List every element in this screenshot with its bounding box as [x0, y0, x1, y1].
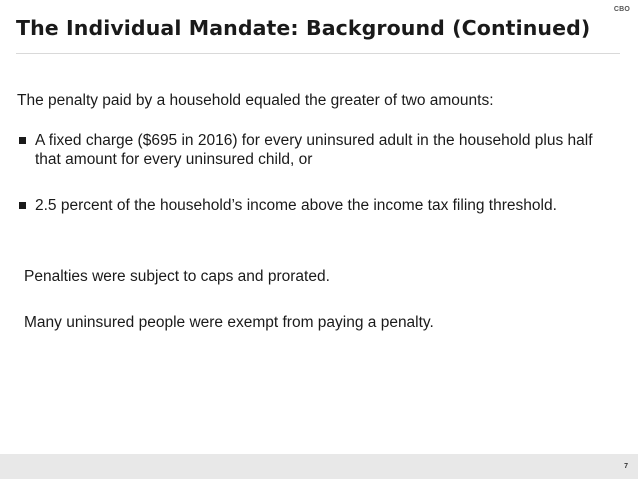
intro-text: The penalty paid by a household equaled the greater of two amounts: — [17, 92, 494, 109]
agency-label: CBO — [613, 6, 630, 13]
square-bullet-icon — [19, 137, 26, 144]
bullet-item-income-percent — [17, 196, 617, 215]
title-divider — [16, 53, 620, 54]
bullet-item-fixed-charge — [17, 131, 617, 169]
note-exemptions: Many uninsured people were exempt from paying a penalty. — [24, 314, 434, 331]
square-bullet-icon — [19, 202, 26, 209]
footer-band — [0, 454, 638, 479]
note-caps: Penalties were subject to caps and prorated. — [24, 268, 330, 285]
page-number: 7 — [624, 463, 628, 470]
bullet-text: A fixed charge ($695 in 2016) for every uninsured adult in the household plus half that amount for every uninsured child, or — [35, 132, 593, 168]
slide-title: The Individual Mandate: Background (Continued) — [16, 16, 591, 40]
bullet-text: 2.5 percent of the household’s income above the income tax filing threshold. — [35, 197, 557, 214]
bullet-list — [17, 131, 617, 215]
